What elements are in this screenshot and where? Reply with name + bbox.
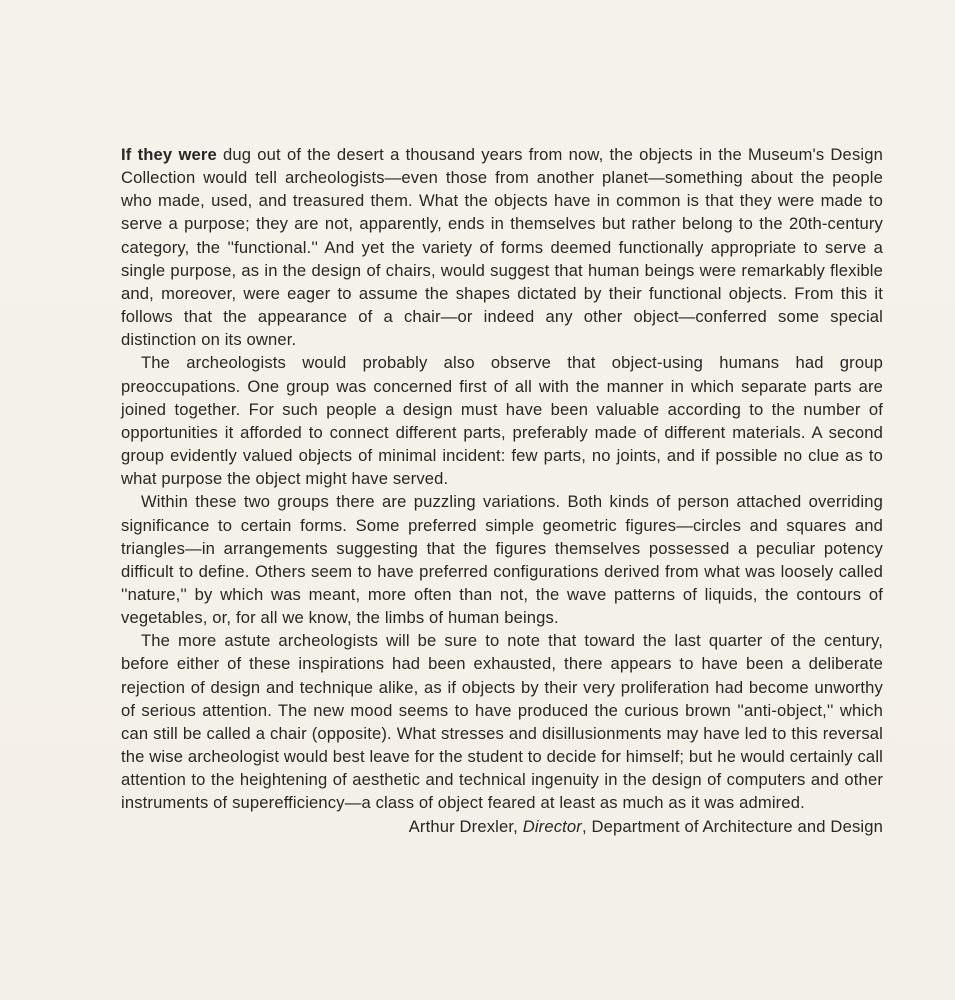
paragraph-4: The more astute archeologists will be sure to note that toward the last quarter of the century, before either of these inspirations had been exhausted, there appears to have been a deliberate rejection of design and technique alike, as if objects by their very proliferation had become unworthy of serious attention. The new mood seems to have produced the curious brown ''anti-object,'' which can still be called a chair (opposite). What stresses and disillusionments may have led to this reversal the wise archeologist would best leave for the student to decide for himself; but he would certainly call attention to the heightening of aesthetic and technical ingenuity in the design of computers and other instruments of superefficiency—a class of object feared at least as much as it was admired.	[121, 631, 883, 813]
paragraph-2: The archeologists would probably also observe that object-using humans had group preoccupations. One group was concerned first of all with the manner in which separate parts are joined together. For such people a design must have been valuable according to the number of opportunities it afforded to connect different parts, preferably made of different materials. A second group evidently valued objects of minimal incident: few parts, no joints, and if possible no clue as to what purpose the object might have served.	[121, 353, 883, 489]
paragraph-1-text: dug out of the desert a thousand years from now, the objects in the Museum's Design Collection would tell archeologists—even those from another planet—something about the people who made, used, and treasured them. What the objects have in common is that they were made to serve a purpose; they are not, apparently, ends in themselves but rather belong to the 20th-century category, the ''functional.'' And yet the variety of forms deemed functionally appropriate to serve a single purpose, as in the design of chairs, would suggest that human beings were remarkably flexible and, moreover, were eager to assume the shapes dictated by their functional objects. From this it follows that the appearance of a chair—or indeed any other object—conferred some special distinction on its owner.	[121, 145, 883, 350]
signature-title: Director	[522, 816, 582, 836]
signature-name: Arthur Drexler,	[408, 816, 523, 836]
paragraph-3: Within these two groups there are puzzling variations. Both kinds of person attached overriding significance to certain forms. Some preferred simple geometric figures—circles and squares and triangles—in arrangements suggesting that the figures themselves possessed a peculiar potency difficult to define. Others seem to have preferred configurations derived from what was loosely called ''nature,'' by which was meant, more often than not, the wave patterns of liquids, the contours of vegetables, or, for all we know, the limbs of human beings.	[121, 492, 883, 628]
signature	[121, 815, 883, 838]
essay-text	[121, 143, 883, 838]
lead-in: If they were	[121, 145, 217, 164]
signature-department: , Department of Architecture and Design	[581, 816, 883, 836]
paragraph-1	[121, 143, 883, 351]
